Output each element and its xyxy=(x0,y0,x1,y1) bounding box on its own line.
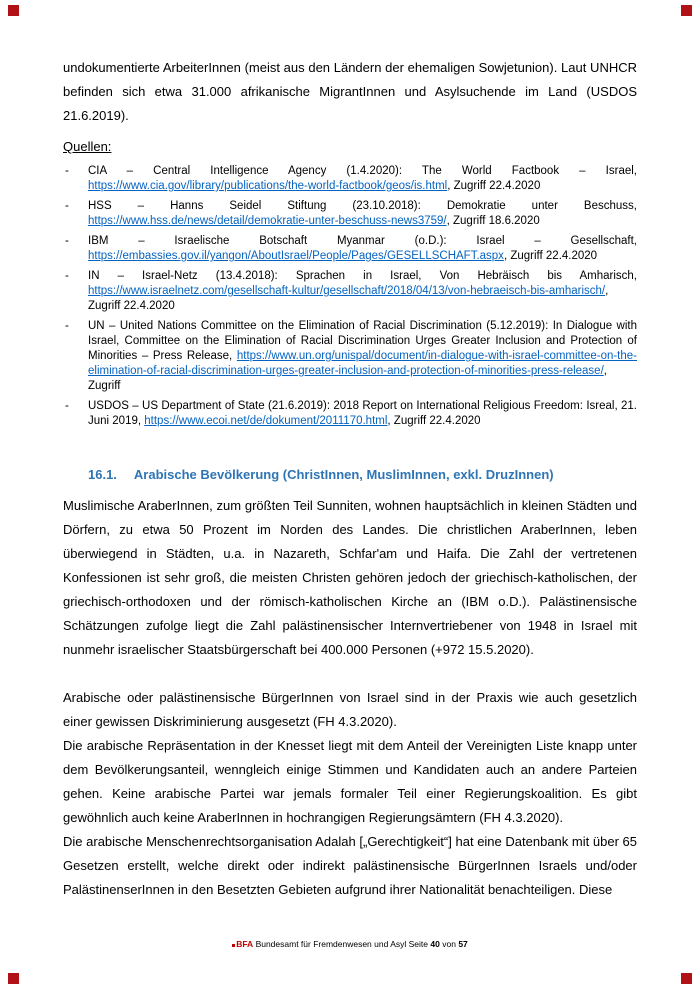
page-footer xyxy=(0,939,700,950)
source-link-cia[interactable]: https://www.cia.gov/library/publications/the-world-factbook/geos/is.html xyxy=(88,180,448,192)
bullet-dash: - xyxy=(65,320,69,332)
source-item-un xyxy=(63,319,637,394)
source-access-date: , Zugriff 22.4.2020 xyxy=(387,415,481,427)
source-item-cia xyxy=(63,164,637,194)
source-access-date: , Zugriff 18.6.2020 xyxy=(446,215,540,227)
source-access-date: , Zugriff 22.4.2020 xyxy=(503,250,598,262)
bullet-dash: - xyxy=(65,235,69,247)
section-number: 16.1. xyxy=(88,467,117,482)
source-item-usdos xyxy=(63,399,637,429)
source-link-ecoi[interactable]: https://www.ecoi.net/de/dokument/2011170.html xyxy=(144,415,388,427)
source-link-un[interactable]: https://www.un.org/unispal/document/in-dialogue-with-israel-committee-on-the-elimination-of-racial-discrimination-urges-greater-inclusion-and-protection-of-minorities-press-release/ xyxy=(88,350,637,377)
bfa-brand: BFA xyxy=(236,939,254,949)
source-item-hss xyxy=(63,199,637,229)
section-heading xyxy=(63,465,637,485)
body-paragraph-2: Arabische oder palästinensische BürgerInnen von Israel sind in der Praxis wie auch gesetzlich einer gewissen Diskriminierung ausgesetzt (FH 4.3.2020). xyxy=(63,690,637,729)
source-access-date: , Zugriff 22.4.2020 xyxy=(447,180,541,192)
bullet-dash: - xyxy=(65,400,69,412)
source-text: USDOS – US Department of State (21.6.2019): 2018 Report on International Religious Freedom: Isreal, 21. Juni 2019, xyxy=(88,400,637,427)
body-paragraph-3: Die arabische Repräsentation in der Knesset liegt mit dem Anteil der Vereinigten Liste knapp unter dem Bevölkerungsanteil, wenngleich einige Stimmen und Kandidaten auch an andere Parteien gehen. Keine arabische Partei war jemals formaler Teil einer Regierungskoalition. Es gibt gewöhnlich auch keine AraberInnen in hochrangigen Regierungsämtern (FH 4.3.2020). xyxy=(63,738,637,825)
sources-label: Quellen: xyxy=(63,139,112,154)
bullet-dash: - xyxy=(65,165,69,177)
bullet-dash: - xyxy=(65,270,69,282)
footer-org-label: Bundesamt für Fremdenwesen und Asyl Seite xyxy=(255,939,429,949)
section-title: Arabische Bevölkerung (ChristInnen, MuslimInnen, exkl. DruzInnen) xyxy=(133,467,554,482)
source-access-date: , Zugriff 22.4.2020 xyxy=(88,285,609,312)
body-paragraph-1: Muslimische AraberInnen, zum größten Teil Sunniten, wohnen hauptsächlich in kleinen Städten und Dörfern, zu etwa 50 Prozent im Norden des Landes. Die christlichen AraberInnen, leben überwiegend in Städten, u.a. in Nazareth, Schfar'am und Haifa. Die Zahl der vertretenen Konfessionen ist sehr groß, die meisten Christen gehören jedoch der griechisch-katholischen, der griechisch-orthodoxen und der römisch-katholischen Kirche an (IBM o.D.). Palästinensische Schätzungen zufolge liegt die Zahl palästinensischer Internvertriebener von 1948 in Israel mit nunmehr israelischer Staatsbürgerschaft bei 400.000 Personen (+972 15.5.2020). xyxy=(63,498,637,657)
bfa-logo-dot xyxy=(232,944,235,947)
source-item-in xyxy=(63,269,637,314)
source-item-ibm xyxy=(63,234,637,264)
source-text: IN – Israel-Netz (13.4.2018): Sprachen in Israel, Von Hebräisch bis Amharisch, xyxy=(88,270,637,282)
body-paragraph-4: Die arabische Menschenrechtsorganisation Adalah [„Gerechtigkeit“] hat eine Datenbank mit über 65 Gesetzen erstellt, welche direkt oder indirekt palästinensische BürgerInnen Israels und/oder PalästinenserInnen in den Besetzten Gebieten aufgrund ihrer Nationalität benachteiligen. Diese xyxy=(63,834,637,897)
source-access-date: , Zugriff xyxy=(88,365,607,392)
sources-list xyxy=(63,164,637,429)
source-text: IBM – Israelische Botschaft Myanmar (o.D.): Israel – Gesellschaft, xyxy=(88,235,637,247)
source-link-hss[interactable]: https://www.hss.de/news/detail/demokratie-unter-beschuss-news3759/ xyxy=(88,215,447,227)
intro-paragraph: undokumentierte ArbeiterInnen (meist aus den Ländern der ehemaligen Sowjetunion). Laut UNHCR befinden sich etwa 31.000 afrikanische MigrantInnen und Asylsuchende im Land (USDOS 21.6.2019). xyxy=(63,60,637,123)
corner-mark-bottom-left xyxy=(8,973,19,984)
bullet-dash: - xyxy=(65,200,69,212)
source-text: HSS – Hanns Seidel Stiftung (23.10.2018): Demokratie unter Beschuss, xyxy=(88,200,637,212)
corner-mark-bottom-right xyxy=(681,973,692,984)
footer-total-pages: 57 xyxy=(458,939,468,949)
source-link-israelnetz[interactable]: https://www.israelnetz.com/gesellschaft-kultur/gesellschaft/2018/04/13/von-hebraeisch-bis-amharisch/ xyxy=(88,285,606,297)
source-link-ibm[interactable]: https://embassies.gov.il/yangon/AboutIsrael/People/Pages/GESELLSCHAFT.aspx xyxy=(88,250,504,262)
source-text: UN – United Nations Committee on the Elimination of Racial Discrimination (5.12.2019): In Dialogue with Israel, Committee on the Elimination of Racial Discrimination Urges Greater Inclusion and Protection of Minorities – Press Release, xyxy=(88,320,637,362)
corner-mark-top-left xyxy=(8,5,19,16)
corner-mark-top-right xyxy=(681,5,692,16)
footer-of-word: von xyxy=(442,939,456,949)
footer-page-number: 40 xyxy=(430,939,440,949)
source-text: CIA – Central Intelligence Agency (1.4.2020): The World Factbook – Israel, xyxy=(88,165,637,177)
